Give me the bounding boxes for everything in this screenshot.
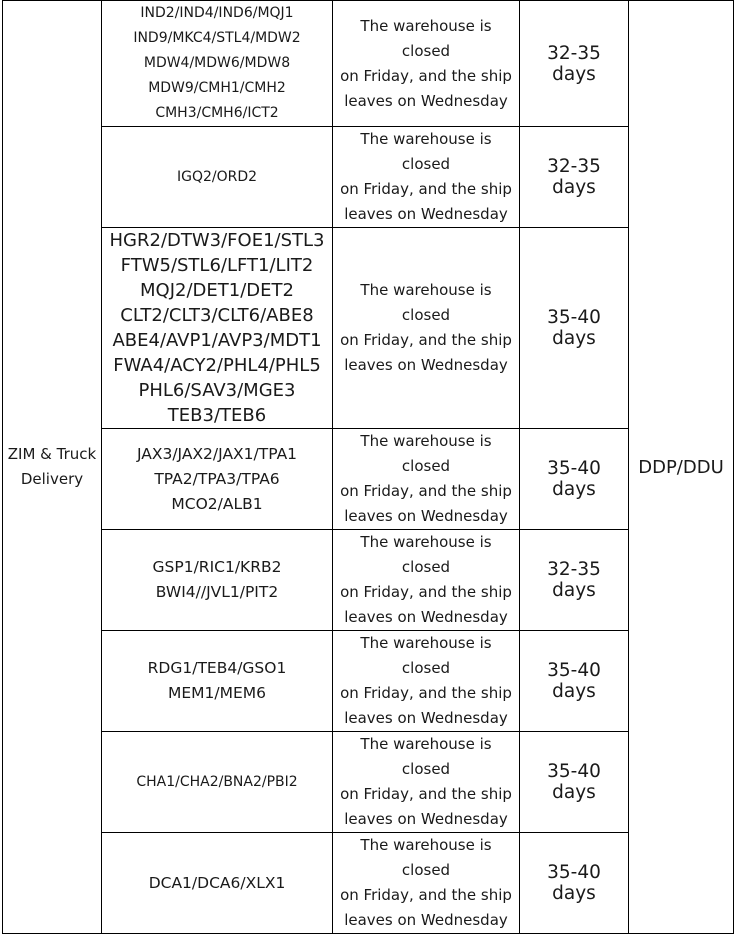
schedule-note-cell: The warehouse is closed on Friday, and the ship leaves on Wednesday bbox=[333, 631, 520, 732]
table-row bbox=[3, 732, 734, 833]
warehouse-codes-cell: GSP1/RIC1/KRB2 BWI4//JVL1/PIT2 bbox=[102, 530, 333, 631]
table-row bbox=[3, 530, 734, 631]
warehouse-codes-cell: IGQ2/ORD2 bbox=[102, 127, 333, 228]
trade-terms-cell: DDP/DDU bbox=[629, 1, 734, 934]
schedule-note-cell: The warehouse is closed on Friday, and the ship leaves on Wednesday bbox=[333, 127, 520, 228]
shipping-method-cell: ZIM & Truck Delivery bbox=[3, 1, 102, 934]
table-row bbox=[3, 631, 734, 732]
table-row bbox=[3, 127, 734, 228]
table-row bbox=[3, 228, 734, 429]
transit-time-cell: 32-35 days bbox=[520, 530, 629, 631]
warehouse-codes-cell: CHA1/CHA2/BNA2/PBI2 bbox=[102, 732, 333, 833]
warehouse-codes-cell: HGR2/DTW3/FOE1/STL3 FTW5/STL6/LFT1/LIT2 MQJ2/DET1/DET2 CLT2/CLT3/CLT6/ABE8 ABE4/AVP1/AVP3/MDT1 FWA4/ACY2/PHL4/PHL5 PHL6/SAV3/MGE3 TEB3/TEB6 bbox=[102, 228, 333, 429]
transit-time-cell: 32-35 days bbox=[520, 1, 629, 127]
warehouse-codes-cell: DCA1/DCA6/XLX1 bbox=[102, 833, 333, 934]
transit-time-cell: 32-35 days bbox=[520, 127, 629, 228]
schedule-note-cell: The warehouse is closed on Friday, and the ship leaves on Wednesday bbox=[333, 228, 520, 429]
schedule-note-cell: The warehouse is closed on Friday, and the ship leaves on Wednesday bbox=[333, 732, 520, 833]
table-row bbox=[3, 1, 734, 127]
warehouse-codes-cell: IND2/IND4/IND6/MQJ1 IND9/MKC4/STL4/MDW2 MDW4/MDW6/MDW8 MDW9/CMH1/CMH2 CMH3/CMH6/ICT2 bbox=[102, 1, 333, 127]
transit-time-cell: 35-40 days bbox=[520, 631, 629, 732]
transit-time-cell: 35-40 days bbox=[520, 429, 629, 530]
schedule-note-cell: The warehouse is closed on Friday, and the ship leaves on Wednesday bbox=[333, 833, 520, 934]
transit-time-cell: 35-40 days bbox=[520, 228, 629, 429]
shipping-rates-table bbox=[2, 0, 734, 934]
table-row bbox=[3, 833, 734, 934]
table-row bbox=[3, 429, 734, 530]
transit-time-cell: 35-40 days bbox=[520, 833, 629, 934]
schedule-note-cell: The warehouse is closed on Friday, and the ship leaves on Wednesday bbox=[333, 1, 520, 127]
warehouse-codes-cell: RDG1/TEB4/GSO1 MEM1/MEM6 bbox=[102, 631, 333, 732]
transit-time-cell: 35-40 days bbox=[520, 732, 629, 833]
schedule-note-cell: The warehouse is closed on Friday, and the ship leaves on Wednesday bbox=[333, 429, 520, 530]
warehouse-codes-cell: JAX3/JAX2/JAX1/TPA1 TPA2/TPA3/TPA6 MCO2/ALB1 bbox=[102, 429, 333, 530]
schedule-note-cell: The warehouse is closed on Friday, and the ship leaves on Wednesday bbox=[333, 530, 520, 631]
